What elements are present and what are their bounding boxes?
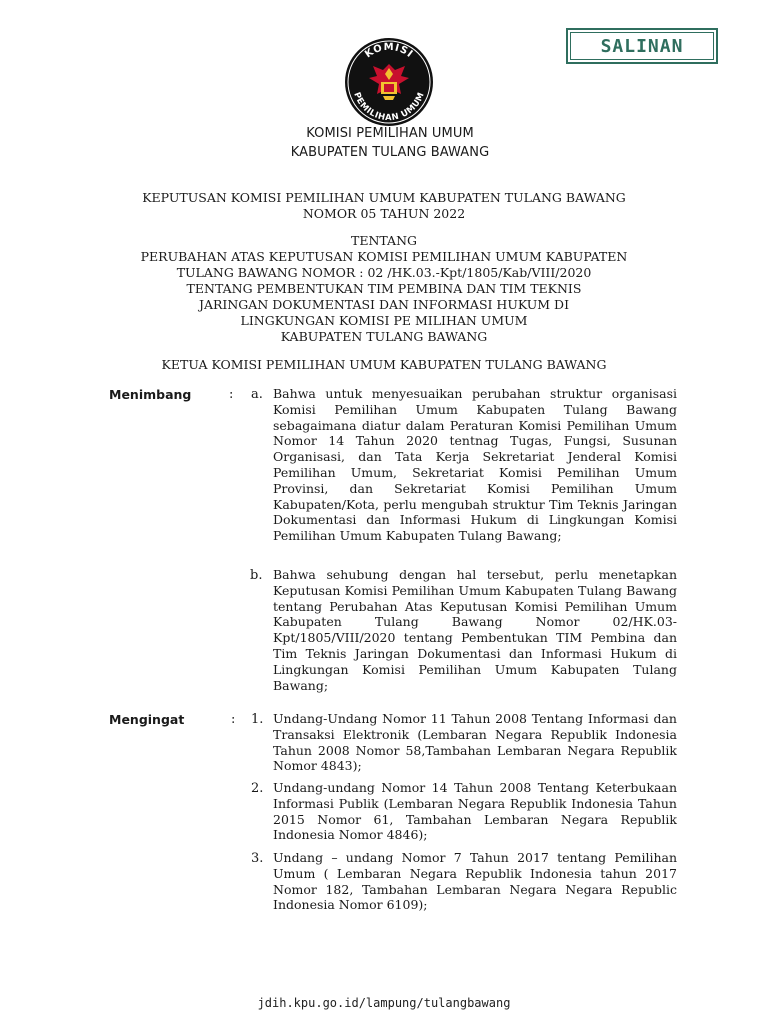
subject-line: KABUPATEN TULANG BAWANG [280,329,488,344]
decision-number: NOMOR 05 TAHUN 2022 [302,206,466,221]
subject-line: PERUBAHAN ATAS KEPUTUSAN KOMISI PEMILIHAN UMUM KABUPATEN [140,249,628,264]
kpu-garuda-emblem-icon [343,36,435,128]
menimbang-item-marker: a. [251,387,263,402]
menimbang-item-text: Bahwa sehubung dengan hal tersebut, perlu menetapkan Keputusan Komisi Pemilihan Umum Kabupaten Tulang Bawang tentang Perubahan Atas Keputusan Komisi Pemilihan Umum Kabupaten Tulang Bawang Nomor 02/HK.03-Kpt/1805/VIII/2020 tentang Pembentukan TIM Pembina dan Tim Teknis Jaringan Dokumentasi dan Informasi Hukum di Lingkungan Komisi Pemilihan Umum Kabupaten Tulang Bawang; [273,567,677,693]
subject-line: JARINGAN DOKUMENTASI DAN INFORMASI HUKUM DI [198,297,570,312]
salinan-stamp [566,28,718,64]
logo-text-top: KOMISI [363,41,416,61]
org-name-line2: KABUPATEN TULANG BAWANG [290,145,490,160]
subject-line: TULANG BAWANG NOMOR : 02 /HK.03.-Kpt/1805/Kab/VIII/2020 [176,265,592,280]
subject-heading: TENTANG [350,233,417,248]
menimbang-label: Menimbang [109,387,192,402]
menimbang-item-text: Bahwa untuk menyesuaikan perubahan struktur organisasi Komisi Pemilihan Umum Kabupaten Tulang Bawang sebagaimana diatur dalam Peraturan Komisi Pemilihan Umum Nomor 14 Tahun 2020 tentnag Tugas, Fungsi, Susunan Organisasi, dan Tata Kerja Sekretariat Jenderal Komisi Pemilihan Umum, Sekretariat Komisi Pemilihan Umum Provinsi, dan Sekretariat Komisi Pemilihan Umum Kabupaten/Kota, perlu mengubah struktur Tim Teknis Jaringan Dokumentasi dan Informasi Hukum di Lingkungan Komisi Pemilihan Umum Kabupaten Tulang Bawang; [273,386,677,544]
mengingat-label: Mengingat [109,712,185,727]
mengingat-colon: : [231,712,236,727]
org-name-line1: KOMISI PEMILIHAN UMUM [306,126,474,141]
mengingat-item-marker: 2. [251,781,264,796]
mengingat-item-text: Undang-Undang Nomor 11 Tahun 2008 Tentang Informasi dan Transaksi Elektronik (Lembaran Negara Republik Indonesia Tahun 2008 Nomor 58,Tambahan Lembaran Negara Republik Nomor 4843); [273,711,677,774]
salinan-stamp-text: SALINAN [570,32,714,60]
menimbang-item-marker: b. [250,568,263,583]
decision-title: KEPUTUSAN KOMISI PEMILIHAN UMUM KABUPATEN TULANG BAWANG [142,190,626,205]
issuer-title: KETUA KOMISI PEMILIHAN UMUM KABUPATEN TULANG BAWANG [161,357,607,372]
menimbang-colon: : [229,387,234,402]
mengingat-item-marker: 1. [251,712,264,727]
subject-line: TENTANG PEMBENTUKAN TIM PEMBINA DAN TIM TEKNIS [186,281,582,296]
mengingat-item-marker: 3. [251,851,264,866]
mengingat-item-text: Undang-undang Nomor 14 Tahun 2008 Tentang Keterbukaan Informasi Publik (Lembaran Negara Republik Indonesia Tahun 2015 Nomor 61, Tambahan Lembaran Negara Republik Indonesia Nomor 4846); [273,780,677,843]
mengingat-item-text: Undang – undang Nomor 7 Tahun 2017 tentang Pemilihan Umum ( Lembaran Negara Republik Indonesia tahun 2017 Nomor 182, Tambahan Lembaran Negara Negara Republic Indonesia Nomor 6109); [273,850,677,913]
subject-line: LINGKUNGAN KOMISI PE MILIHAN UMUM [240,313,528,328]
kpu-logo [343,36,435,128]
logo-text-bottom: PEMILIHAN UMUM [351,90,427,124]
footer-url: jdih.kpu.go.id/lampung/tulangbawang [257,996,511,1010]
